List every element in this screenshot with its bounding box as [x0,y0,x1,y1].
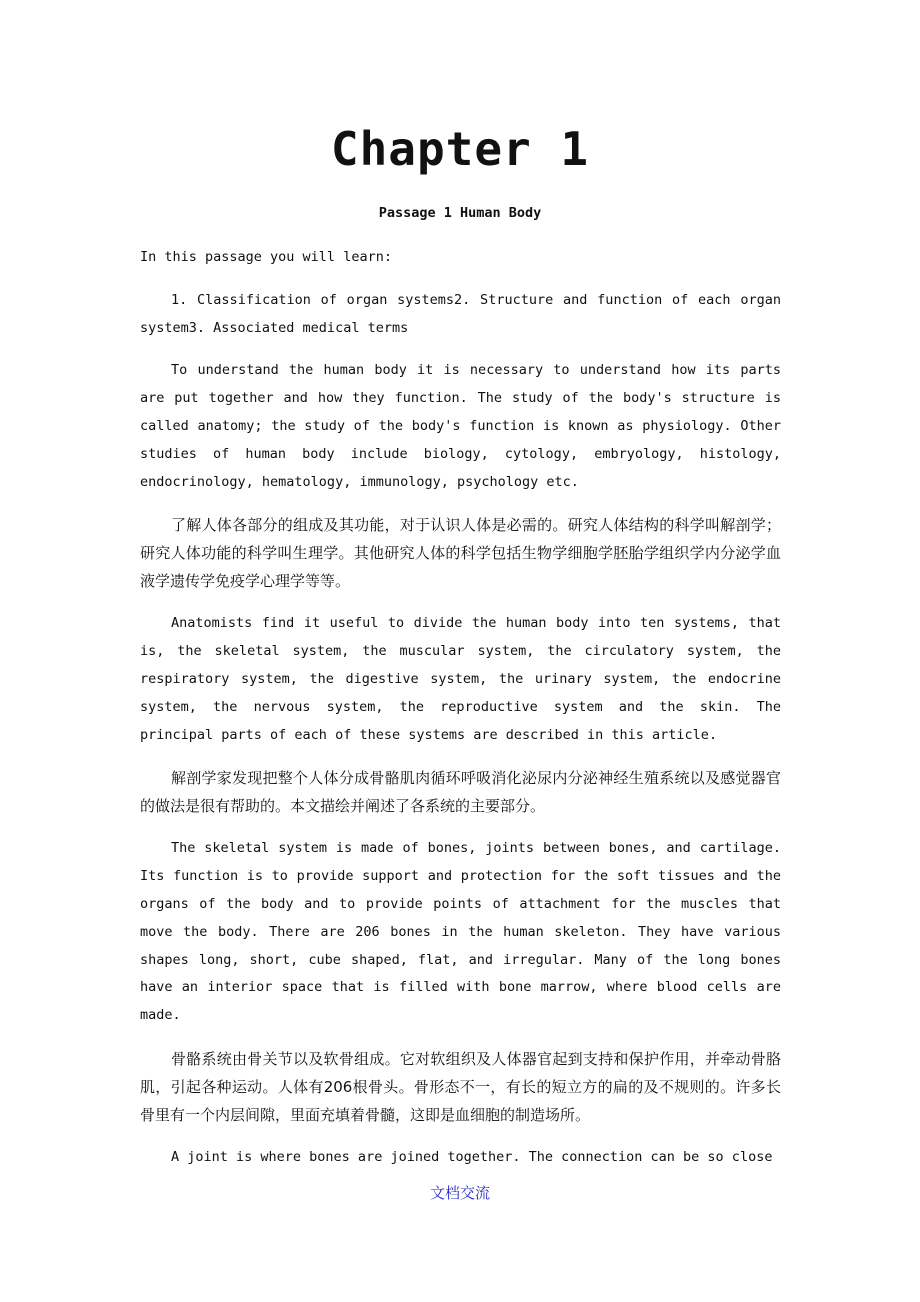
passage-title: Passage 1 Human Body [378,205,542,221]
intro-paragraph: In this passage you will learn: [140,249,392,265]
chinese-paragraph-systems: 解剖学家发现把整个人体分成骨骼肌肉循环呼吸消化泌尿内分泌神经生殖系统以及感觉器官的做法是很有帮助的。本文描绘并阐述了各系统的主要部分。 [140,769,781,816]
english-paragraph-systems: Anatomists find it useful to divide the human body into ten systems, that is, the skeletal system, the muscular system, the circulatory system, the respiratory system, the digestive system, the urinary system, the endocrine system, the nervous system, the reproductive system and the skin. The principal parts of each of these systems are described in this article. [140,615,781,743]
document-body [140,244,781,1187]
page-footer: 文档交流 [429,1184,490,1202]
chapter-title: Chapter 1 [330,122,590,176]
english-paragraph-skeletal: The skeletal system is made of bones, joints between bones, and cartilage. Its function is to provide support and protection for the soft tissues and the organs of the body and to provide points of attachment for the muscles that move the body. There are 206 bones in the human skeleton. They have various shapes long, short, cube shaped, flat, and irregular. Many of the long bones have an interior space that is filled with bone marrow, where blood cells are made. [140,840,781,1024]
chinese-paragraph-anatomy: 了解人体各部分的组成及其功能，对于认识人体是必需的。研究人体结构的科学叫解剖学；研究人体功能的科学叫生理学。其他研究人体的科学包括生物学细胞学胚胎学组织学内分泌学血液学遗传学免疫学心理学等等。 [140,516,781,591]
english-paragraph-anatomy: To understand the human body it is necessary to understand how its parts are put together and how they function. The study of the body's structure is called anatomy; the study of the body's function is known as physiology. Other studies of human body include biology, cytology, embryology, histology, endocrinology, hematology, immunology, psychology etc. [140,362,781,490]
english-paragraph-joint: A joint is where bones are joined together. The connection can be so close [171,1148,773,1165]
learning-objectives-paragraph: 1. Classification of organ systems2. Structure and function of each organ system3. Associated medical terms [140,291,781,336]
chinese-paragraph-skeletal: 骨骼系统由骨关节以及软骨组成。它对软组织及人体器官起到支持和保护作用，并牵动骨胳肌，引起各种运动。人体有206根骨头。骨形态不一，有长的短立方的扁的及不规则的。许多长骨里有一个内层间隙，里面充填着骨髓，这即是血细胞的制造场所。 [140,1049,781,1124]
